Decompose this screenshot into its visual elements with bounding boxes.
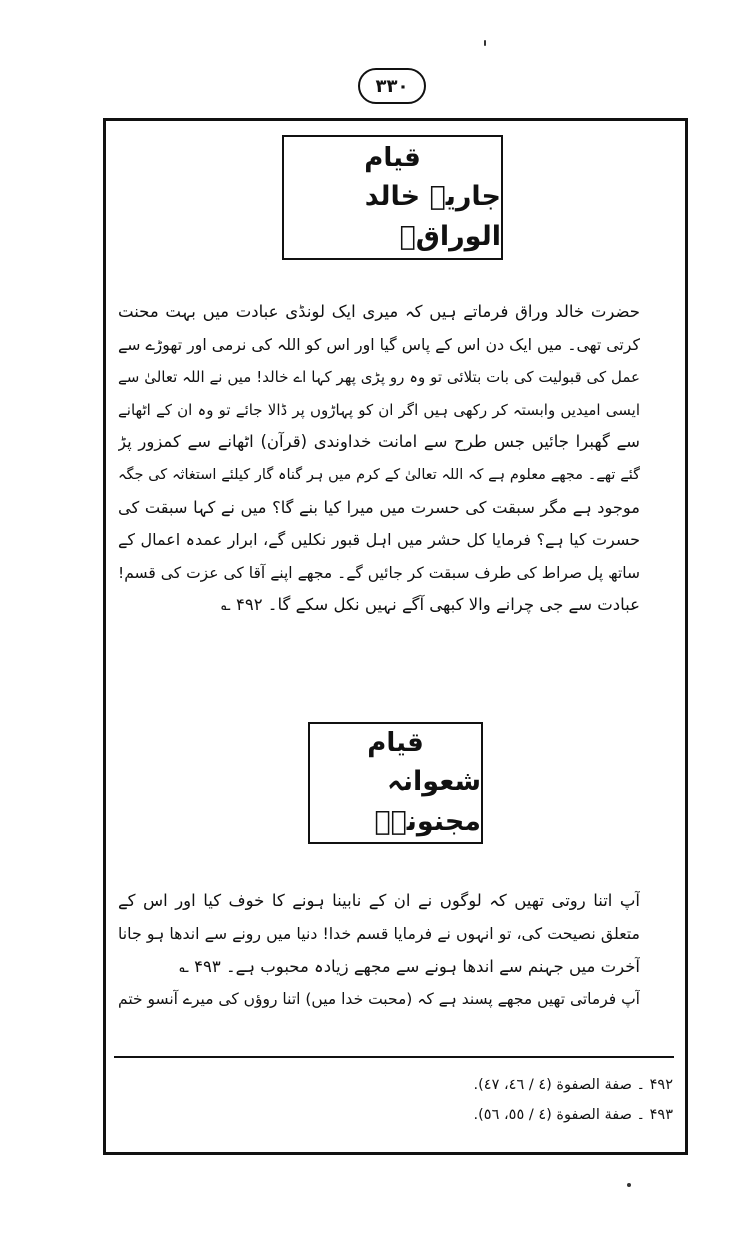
body-line: ایسی امیدیں وابستہ کر رکھی ہیں اگر ان کو پہاڑوں پر ڈالا جائے تو وہ ان کے اٹھانے	[118, 400, 640, 419]
page-number: ۳۳۰	[358, 68, 426, 104]
footnotes	[253, 1070, 673, 1130]
section-1-heading: قیام	[364, 142, 421, 173]
footnote: ۴۹۲ ۔ صفة الصفوة (٤ / ٤٦، ٤٧).	[473, 1077, 673, 1093]
body-line: حسرت کیا ہے؟ فرمایا کل حشر میں اہل قبور نکلیں گے، ابرار عمدہ اعمال کے	[118, 530, 640, 550]
body-line: آپ اتنا روتی تھیں کہ لوگوں نے ان کے نابینا ہونے کا خوف کیا اور اس کے	[118, 891, 640, 910]
section-2-heading: قیام	[367, 728, 424, 758]
body-line: گئے تھے۔ مجھے معلوم ہے کہ اللہ تعالیٰ کے کرم میں ہر گناہ گار کیلئے استغاثہ کی جگہ	[118, 466, 640, 483]
footnote-divider	[114, 1056, 674, 1058]
section-2-subheading: شعوانہ مجنونہؒ	[374, 766, 481, 837]
section-1-subheading: جاریہ خالد الوراقؒ	[364, 180, 501, 252]
section-1-title-box	[282, 135, 503, 260]
body-line: آپ فرماتی تھیں مجھے پسند ہے کہ (محبت خدا میں) اتنا روؤں کی میرے آنسو ختم	[118, 990, 640, 1008]
body-line: عمل کی قبولیت کی بات بتلائی تو وہ رو پڑی پھر کہا اے خالد! میں نے اللہ تعالیٰ سے	[118, 368, 640, 387]
body-line: موجود ہے مگر سبقت کی حسرت میں میرا کیا بنے گا؟ میں نے کہا سبقت کی	[118, 497, 640, 517]
section-2-body	[118, 884, 640, 1016]
body-line: حضرت خالد وراق فرماتے ہیں کہ میری ایک لونڈی عبادت میں بہت محنت	[118, 302, 640, 321]
section-2-title-box	[308, 722, 483, 844]
body-line: سے گھبرا جائیں جس طرح سے امانت خداوندی (قرآن) اٹھانے سے کمزور پڑ	[118, 432, 640, 452]
body-line: آخرت میں جہنم سے اندھا ہونے سے مجھے زیادہ محبوب ہے۔ ۴۹۳ ؎	[179, 957, 640, 976]
scan-speck	[627, 1183, 631, 1187]
section-1-body	[118, 296, 640, 622]
body-line: متعلق نصیحت کی، تو انہوں نے فرمایا قسم خدا! دنیا میں رونے سے اندھا ہو جانا	[118, 924, 640, 943]
body-line: عبادت سے جی چرانے والا کبھی آگے نہیں نکل سکے گا۔ ۴۹۲ ؎	[221, 595, 640, 615]
footnote: ۴۹۳ ۔ صفة الصفوة (٤ / ٥٥، ٥٦).	[473, 1107, 673, 1123]
body-line: کرتی تھی۔ میں ایک دن اس کے پاس گیا اور اس کو اللہ کی نرمی اور تھوڑے سے	[118, 334, 640, 354]
body-line: ساتھ پل صراط کی طرف سبقت کر جائیں گے۔ مجھے اپنے آقا کی عزت کی قسم!	[118, 563, 640, 582]
scan-speck	[484, 40, 486, 46]
